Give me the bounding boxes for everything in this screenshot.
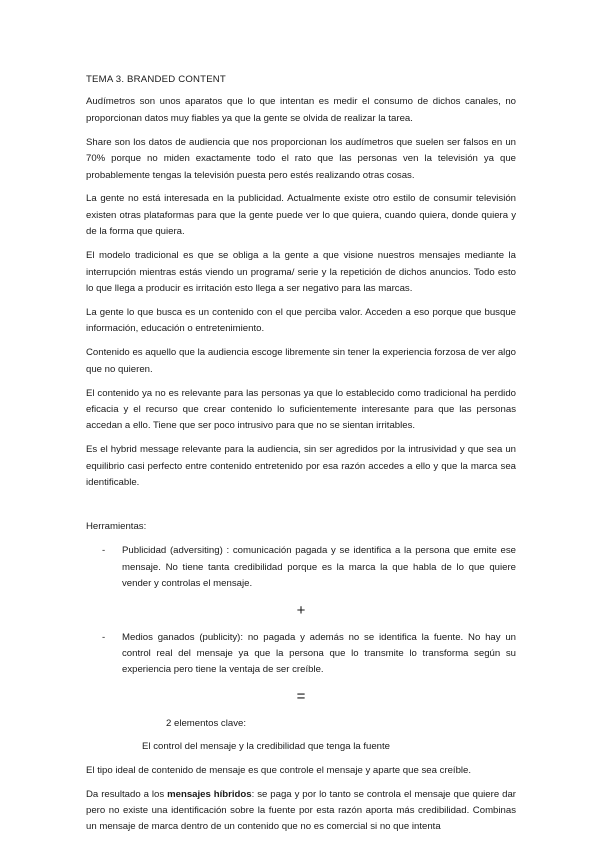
- section-spacer: [86, 499, 516, 519]
- equals-symbol: =: [296, 687, 306, 705]
- hybrid-prefix: Da resultado a los: [86, 788, 168, 800]
- paragraph-contenido-relevante: El contenido ya no es relevante para las personas ya que lo establecido como tradicional ha perdido eficacia y el recurso que crear contenido lo suficientemente interesante para que las personas accedan a ello. Tiene que ser poco intrusivo para que no se sientan irritables.: [86, 387, 516, 432]
- paragraph-mensajes-hibridos: [86, 787, 516, 836]
- bullet-dash: -: [102, 631, 106, 643]
- paragraph-tipo-ideal: El tipo ideal de contenido de mensaje es que controle el mensaje y aparte que sea creíble.: [86, 764, 472, 776]
- paragraph-audimetros: Audímetros son unos aparatos que lo que intentan es medir el consumo de dichos canales, no proporcionan datos muy fiables ya que la gente se olvida de realizar la tarea.: [86, 96, 516, 124]
- page-title: TEMA 3. BRANDED CONTENT: [86, 74, 226, 85]
- bullet-dash: -: [102, 545, 106, 557]
- tools-heading: Herramientas:: [86, 520, 147, 532]
- list-item-medios-ganados: [86, 630, 516, 679]
- paragraph-contenido-definicion: Contenido es aquello que la audiencia escoge libremente sin tener la experiencia forzosa de ver algo que no quieren.: [86, 347, 516, 375]
- paragraph-modelo-tradicional: El modelo tradicional es que se obliga a la gente a que visione nuestros mensajes mediante la interrupción mientras estás viendo un programa/ serie y la repetición de dichos anuncios. Todo esto lo que llega a producir es irritación esto llega a ser negativo para las marcas.: [86, 250, 516, 294]
- key-elements-title: 2 elementos clave:: [166, 717, 246, 729]
- paragraph-hybrid-message: Es el hybrid message relevante para la audiencia, sin ser agredidos por la intrusividad y que sea un equilibrio casi perfecto entre contenido entretenido por esa razón accedes a ello y que la marca sea identificable.: [86, 444, 516, 489]
- paragraph-valor: La gente lo que busca es un contenido con el que perciba valor. Acceden a eso porque que busque información, educación o entretenimiento.: [86, 306, 516, 335]
- list-item-publicidad: [86, 543, 516, 592]
- plus-symbol: +: [296, 601, 306, 619]
- paragraph-interes-publicidad: La gente no está interesada en la publicidad. Actualmente existe otro estilo de consumir televisión existen otras plataformas para que la gente puede ver lo que quiera, cuando quiera, donde quiera y de la forma que quiera.: [86, 193, 516, 238]
- key-elements-subtitle: El control del mensaje y la credibilidad que tenga la fuente: [142, 741, 390, 753]
- list-item-text: Publicidad (adversiting) : comunicación pagada y se identifica a la persona que emite ese mensaje. No tiene tanta credibilidad porque es la marca la que habla de lo que quiere vender y controlas el mensaje.: [122, 545, 516, 590]
- document-body: [86, 72, 516, 843]
- list-item-text: Medios ganados (publicity): no pagada y además no se identifica la fuente. No hay un control real del mensaje ya que la persona que lo transmite lo transforma según su experiencia pero tiene la ventaja de ser creíble.: [122, 631, 516, 676]
- hybrid-bold-term: mensajes híbridos: [167, 788, 252, 800]
- paragraph-share: Share son los datos de audiencia que nos proporcionan los audímetros que suelen ser falsos en un 70% porque no miden exactamente todo el rato que las personas ven la televisión ya que probablemente tengas la televisión puesta pero estés realizando otras cosas.: [86, 136, 516, 181]
- hybrid-rest: : se paga y por lo tanto se controla el mensaje que quiere dar pero no existe una identificación sobre la fuente por esta razón aporta más credibilidad. Combinas un mensaje de marca dentro de un contenido que no es comercial si no que intenta: [86, 788, 516, 833]
